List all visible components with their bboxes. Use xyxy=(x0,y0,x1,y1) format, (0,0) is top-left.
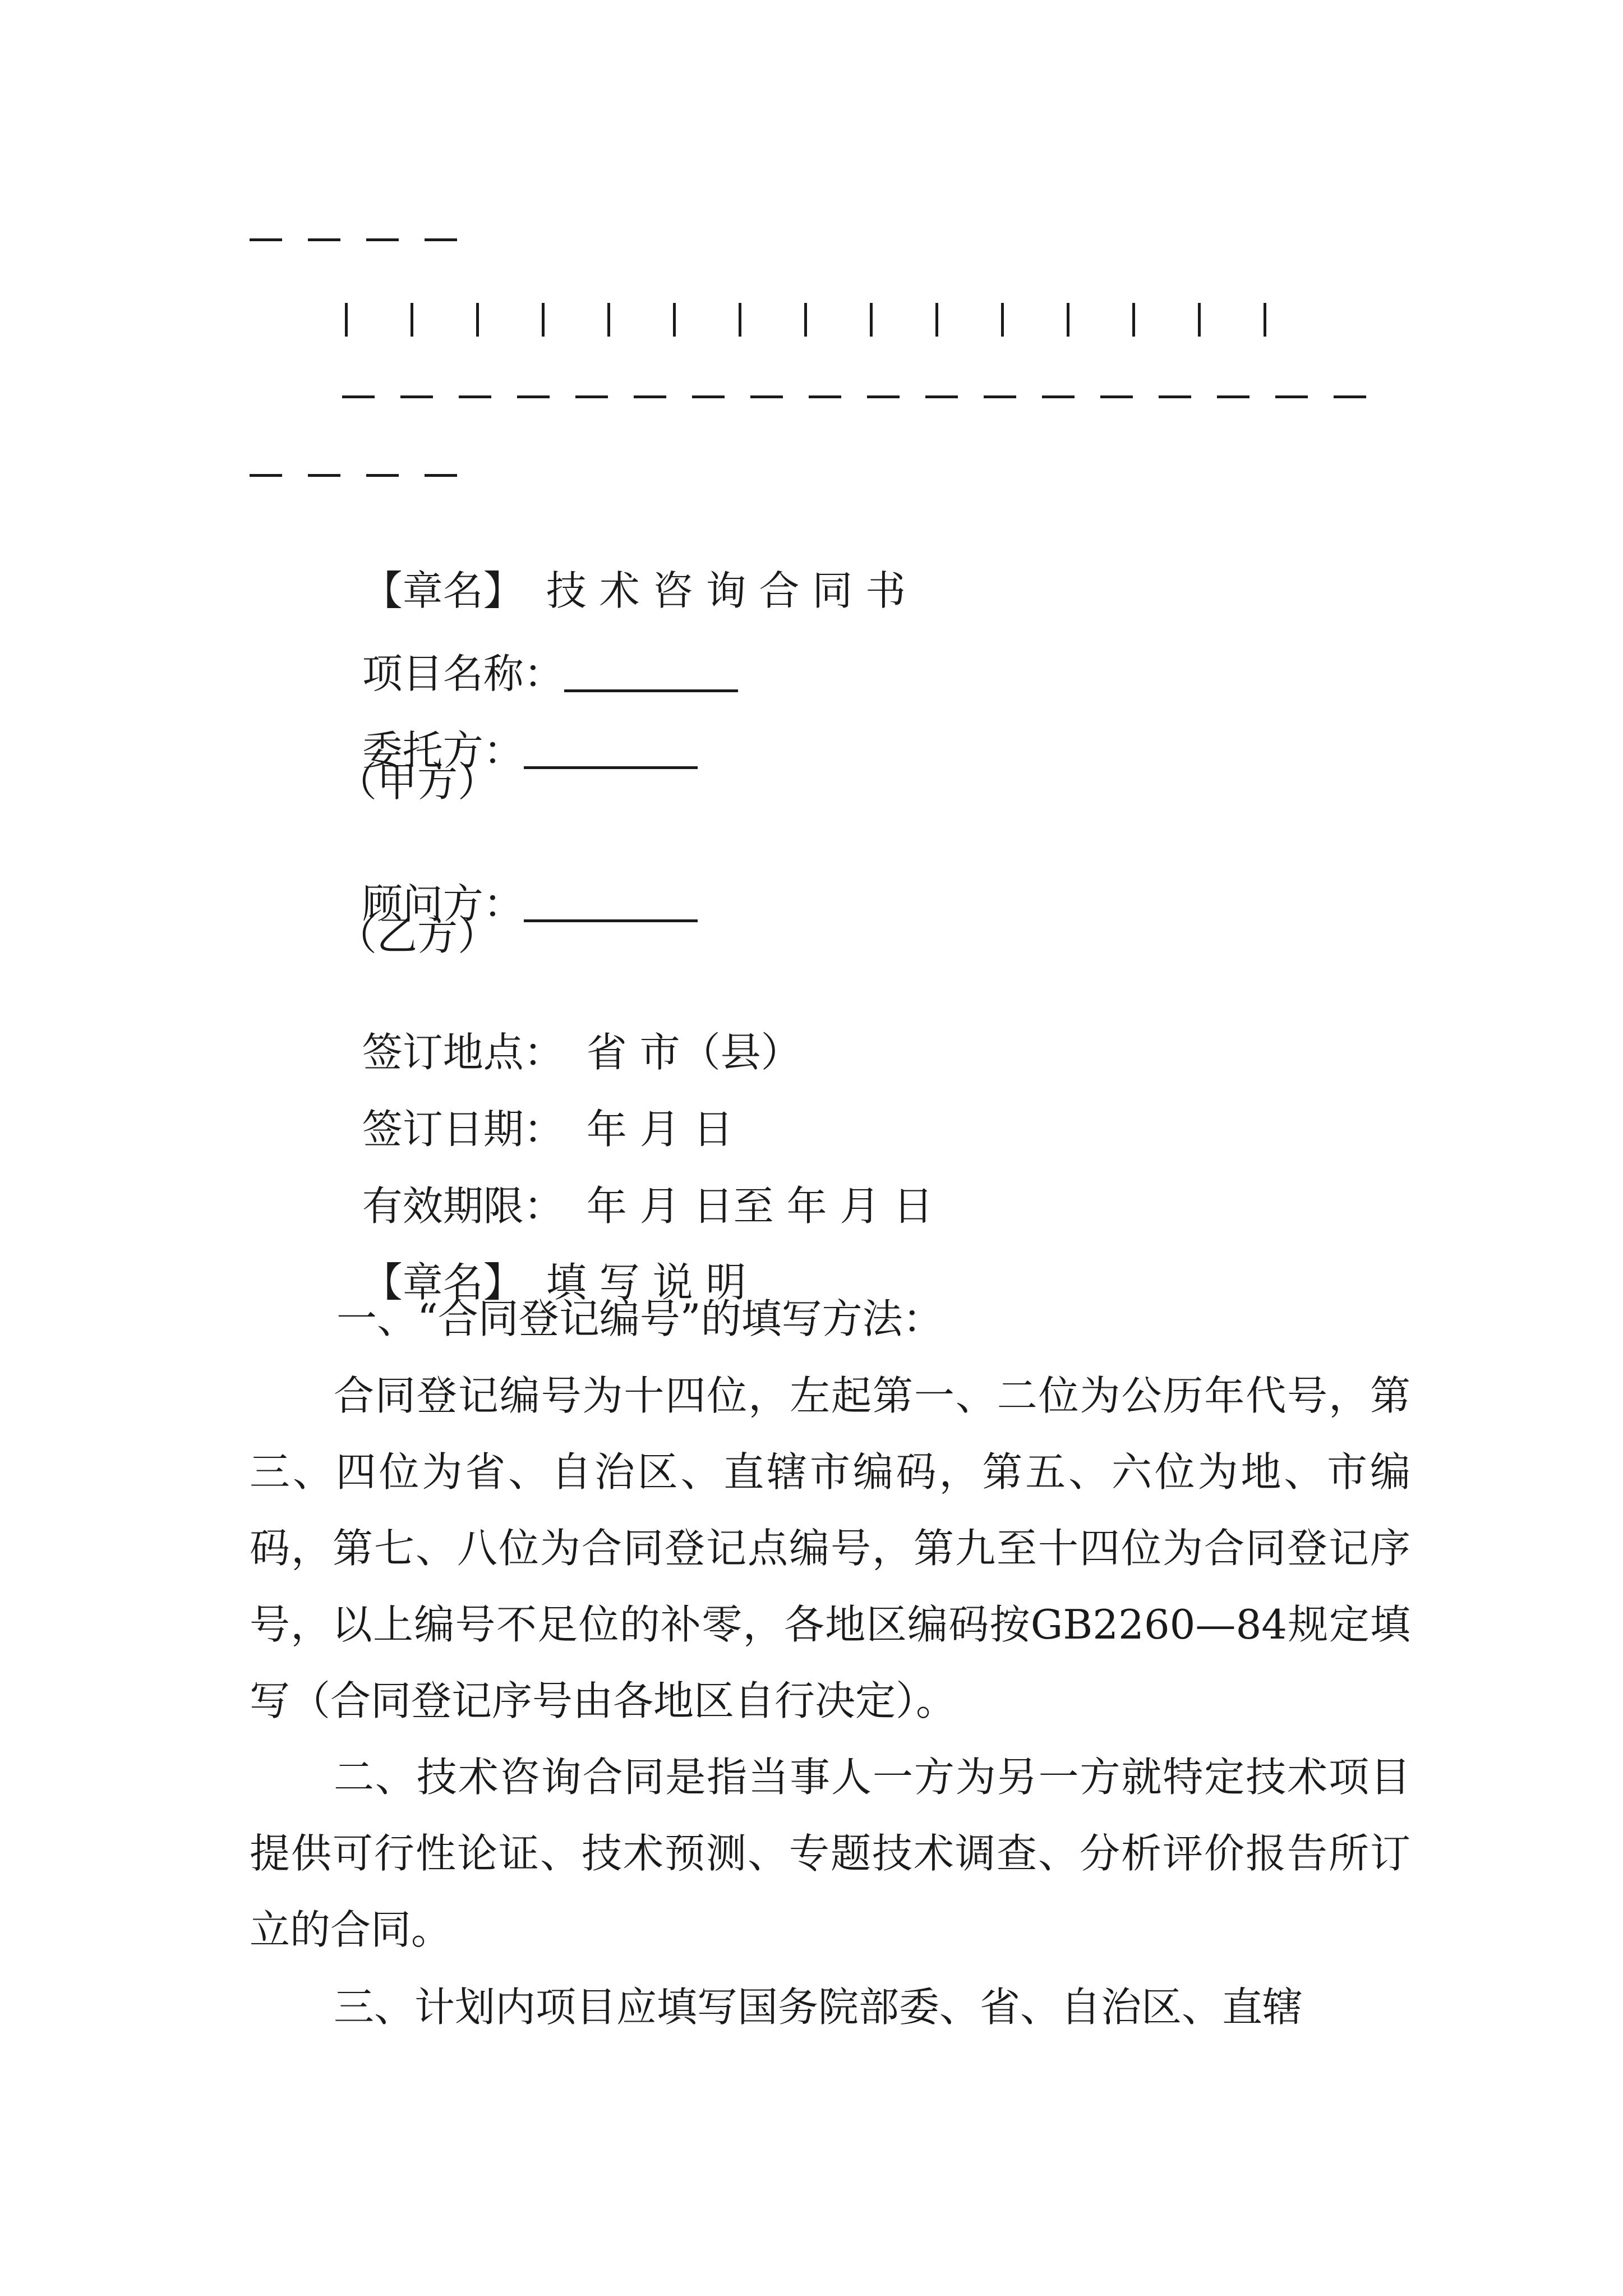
signing-date-label: 签订日期： xyxy=(362,1106,564,1153)
validity-value: 年 月 日至 年 月 日 xyxy=(586,1182,934,1230)
consultant-label: 顾问方： xyxy=(362,880,524,927)
contract-title: 技 术 咨 询 合 同 书 xyxy=(546,567,906,614)
project-name-row xyxy=(336,609,738,697)
signing-date-row xyxy=(336,1069,734,1153)
consultant-field[interactable] xyxy=(524,879,698,922)
client-label: 委托方： xyxy=(362,727,524,774)
instructions-chapter-label: 【章名】 xyxy=(362,1259,524,1306)
chapter-label: 【章名】 xyxy=(362,567,524,614)
validity-label: 有效期限： xyxy=(362,1182,564,1230)
signing-place-value: 省 市（县） xyxy=(586,1029,801,1076)
signing-date-value: 年 月 日 xyxy=(586,1106,734,1153)
instructions-title: 填 写 说 明 xyxy=(546,1259,746,1306)
validity-row xyxy=(336,1145,934,1230)
party-b: （乙方） xyxy=(336,912,499,959)
registration-number-boxes xyxy=(345,303,1298,337)
party-a: （甲方） xyxy=(336,758,499,806)
signing-place-row xyxy=(336,992,801,1076)
instruction-item2: 二、技术咨询合同是指当事人一方为另一方就特定技术项目提供可行性论证、技术预测、专题技术调查、分析评价报告所订立的合同。 xyxy=(250,1754,1410,1953)
consultant-row xyxy=(336,839,698,927)
dashed-rule-continuation xyxy=(250,474,457,477)
project-name-label: 项目名称： xyxy=(362,650,564,697)
instruction-item1-heading: 一、“合同登记编号”的填写方法： xyxy=(336,1295,943,1342)
dashed-rule-long xyxy=(342,395,1366,398)
contract-title-line xyxy=(336,530,906,614)
dashed-rule-top xyxy=(250,238,457,241)
signing-place-label: 签订地点： xyxy=(362,1029,564,1076)
instruction-item1-body: 合同登记编号为十四位，左起第一、二位为公历年代号，第三、四位为省、自治区、直辖市编码，第五、六位为地、市编码，第七、八位为合同登记点编号，第九至十四位为合同登记序号，以上编号不足位的补零，各地区编码按GB2260—84规定填写（合同登记序号由各地区自行决定）。 xyxy=(250,1372,1410,1724)
client-field[interactable] xyxy=(524,726,698,769)
instructions-title-line xyxy=(336,1222,746,1306)
instruction-item3: 三、计划内项目应填写国务院部委、省、自治区、直辖 xyxy=(334,1984,1303,2031)
